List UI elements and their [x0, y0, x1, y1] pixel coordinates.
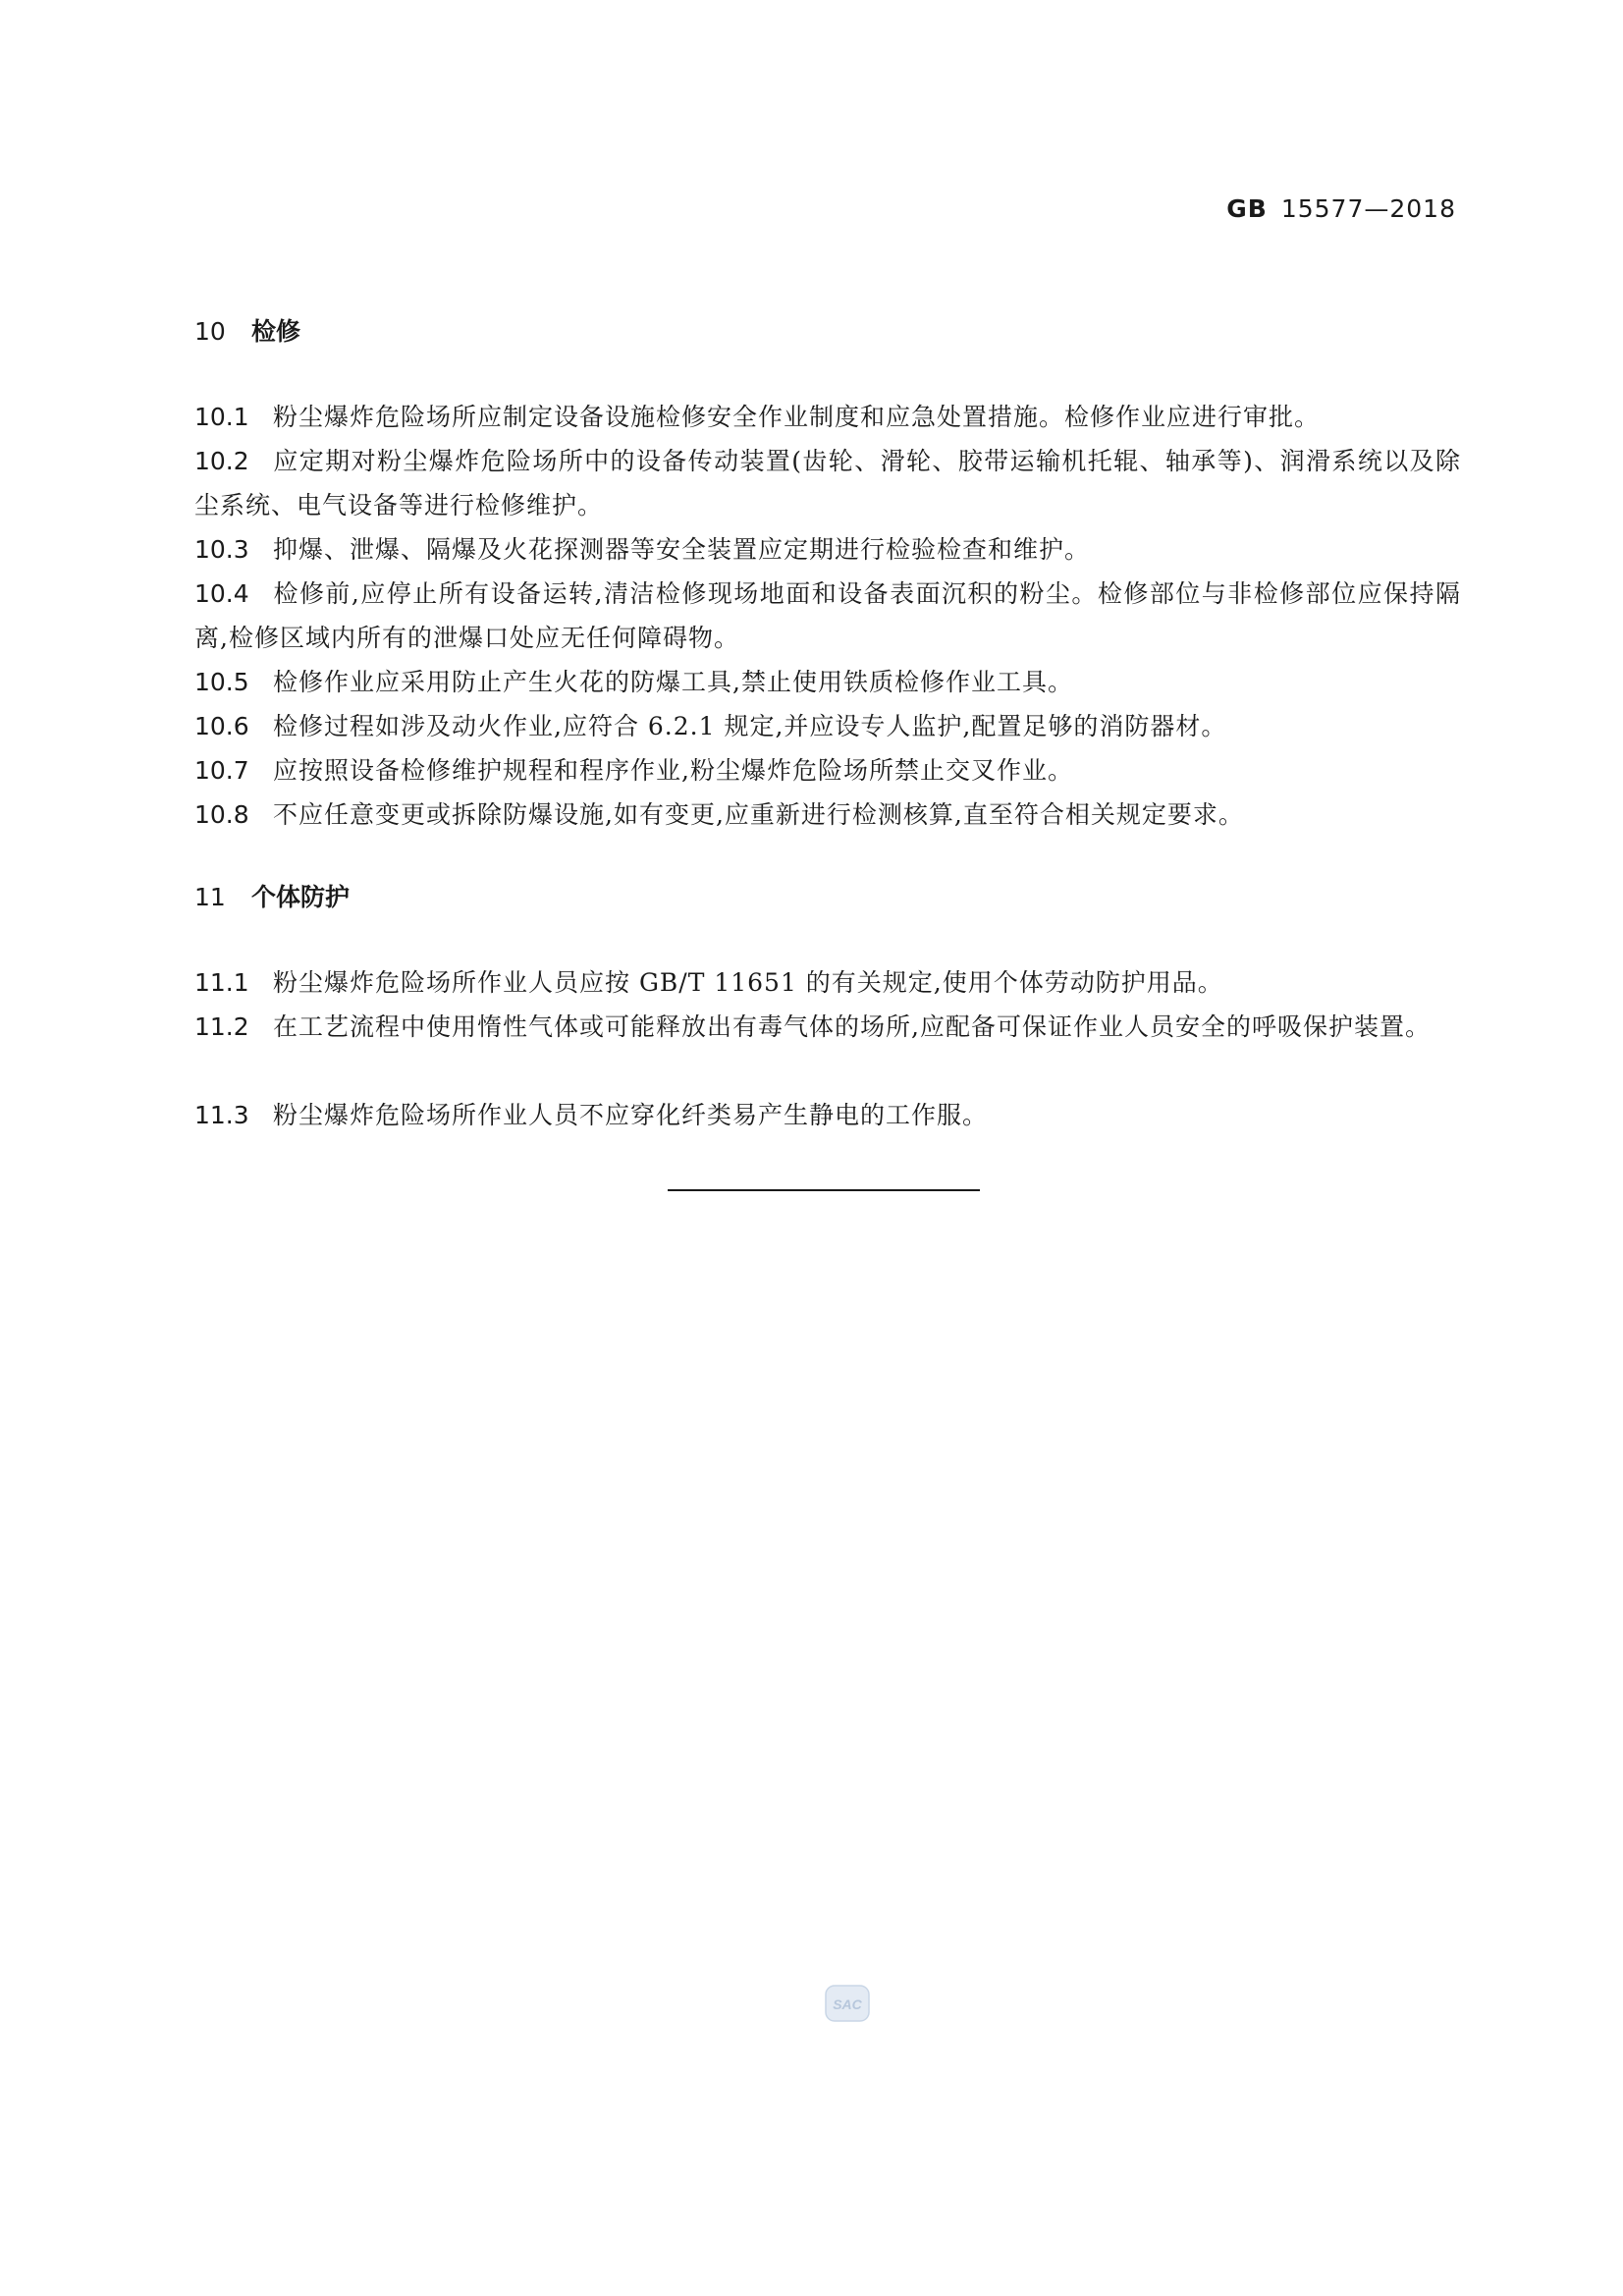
- clause-number: 11.2: [194, 1012, 249, 1041]
- clause-text: 粉尘爆炸危险场所作业人员不应穿化纤类易产生静电的工作服。: [273, 1101, 989, 1129]
- clause-text: 抑爆、泄爆、隔爆及火花探测器等安全装置应定期进行检验检查和维护。: [273, 535, 1091, 564]
- section-number: 11: [194, 883, 226, 911]
- clause-11-1: [194, 960, 1461, 1005]
- clause-text: 粉尘爆炸危险场所应制定设备设施检修安全作业制度和应急处置措施。检修作业应进行审批。: [273, 403, 1321, 431]
- section-number: 10: [194, 317, 226, 346]
- clause-number: 11.3: [194, 1101, 249, 1129]
- clause-10-2: [194, 439, 1461, 527]
- clause-number: 10.2: [194, 447, 249, 475]
- clause-10-3: [194, 527, 1461, 572]
- clause-number: 10.5: [194, 668, 249, 696]
- clause-number: 11.1: [194, 968, 249, 997]
- clause-text: 检修前,应停止所有设备运转,清洁检修现场地面和设备表面沉积的粉尘。检修部位与非检修部位应保持隔离,检修区域内所有的泄爆口处应无任何障碍物。: [194, 579, 1461, 652]
- clause-10-8: [194, 793, 1461, 837]
- standard-prefix: GB: [1226, 194, 1268, 223]
- clause-text: 检修作业应采用防止产生火花的防爆工具,禁止使用铁质检修作业工具。: [273, 668, 1073, 696]
- clause-number: 10.4: [194, 579, 249, 608]
- standard-number: 15577—2018: [1280, 194, 1456, 223]
- clause-11-2: [194, 1005, 1461, 1049]
- clause-number: 10.7: [194, 756, 249, 785]
- clause-text: 在工艺流程中使用惰性气体或可能释放出有毒气体的场所,应配备可保证作业人员安全的呼吸保护装置。: [273, 1012, 1431, 1041]
- clause-10-1: [194, 395, 1461, 439]
- section-title: 检修: [251, 317, 301, 346]
- standard-code: [1226, 194, 1456, 223]
- clause-number: 10.6: [194, 712, 249, 740]
- clause-10-5: [194, 660, 1461, 704]
- clause-number: 10.1: [194, 403, 249, 431]
- clause-10-7: [194, 748, 1461, 793]
- svg-text:SAC: SAC: [833, 1996, 862, 2012]
- clause-number: 10.3: [194, 535, 249, 564]
- end-of-document-rule: [668, 1189, 980, 1191]
- clause-number: 10.8: [194, 800, 249, 829]
- clause-text: 粉尘爆炸危险场所作业人员应按 GB/T 11651 的有关规定,使用个体劳动防护用品。: [273, 968, 1223, 997]
- clause-10-6: [194, 704, 1461, 748]
- clause-text: 应按照设备检修维护规程和程序作业,粉尘爆炸危险场所禁止交叉作业。: [273, 756, 1073, 785]
- section-heading-10: [194, 312, 300, 348]
- section-heading-11: [194, 878, 350, 913]
- clause-11-3: [194, 1093, 1461, 1137]
- clause-text: 应定期对粉尘爆炸危险场所中的设备传动装置(齿轮、滑轮、胶带运输机托辊、轴承等)、润滑系统以及除尘系统、电气设备等进行检修维护。: [194, 447, 1461, 519]
- clause-10-4: [194, 572, 1461, 660]
- clause-text: 检修过程如涉及动火作业,应符合 6.2.1 规定,并应设专人监护,配置足够的消防器材。: [273, 712, 1227, 740]
- clause-text: 不应任意变更或拆除防爆设施,如有变更,应重新进行检测核算,直至符合相关规定要求。: [273, 800, 1244, 829]
- section-title: 个体防护: [251, 883, 351, 911]
- sac-logo-icon: [825, 1984, 870, 2023]
